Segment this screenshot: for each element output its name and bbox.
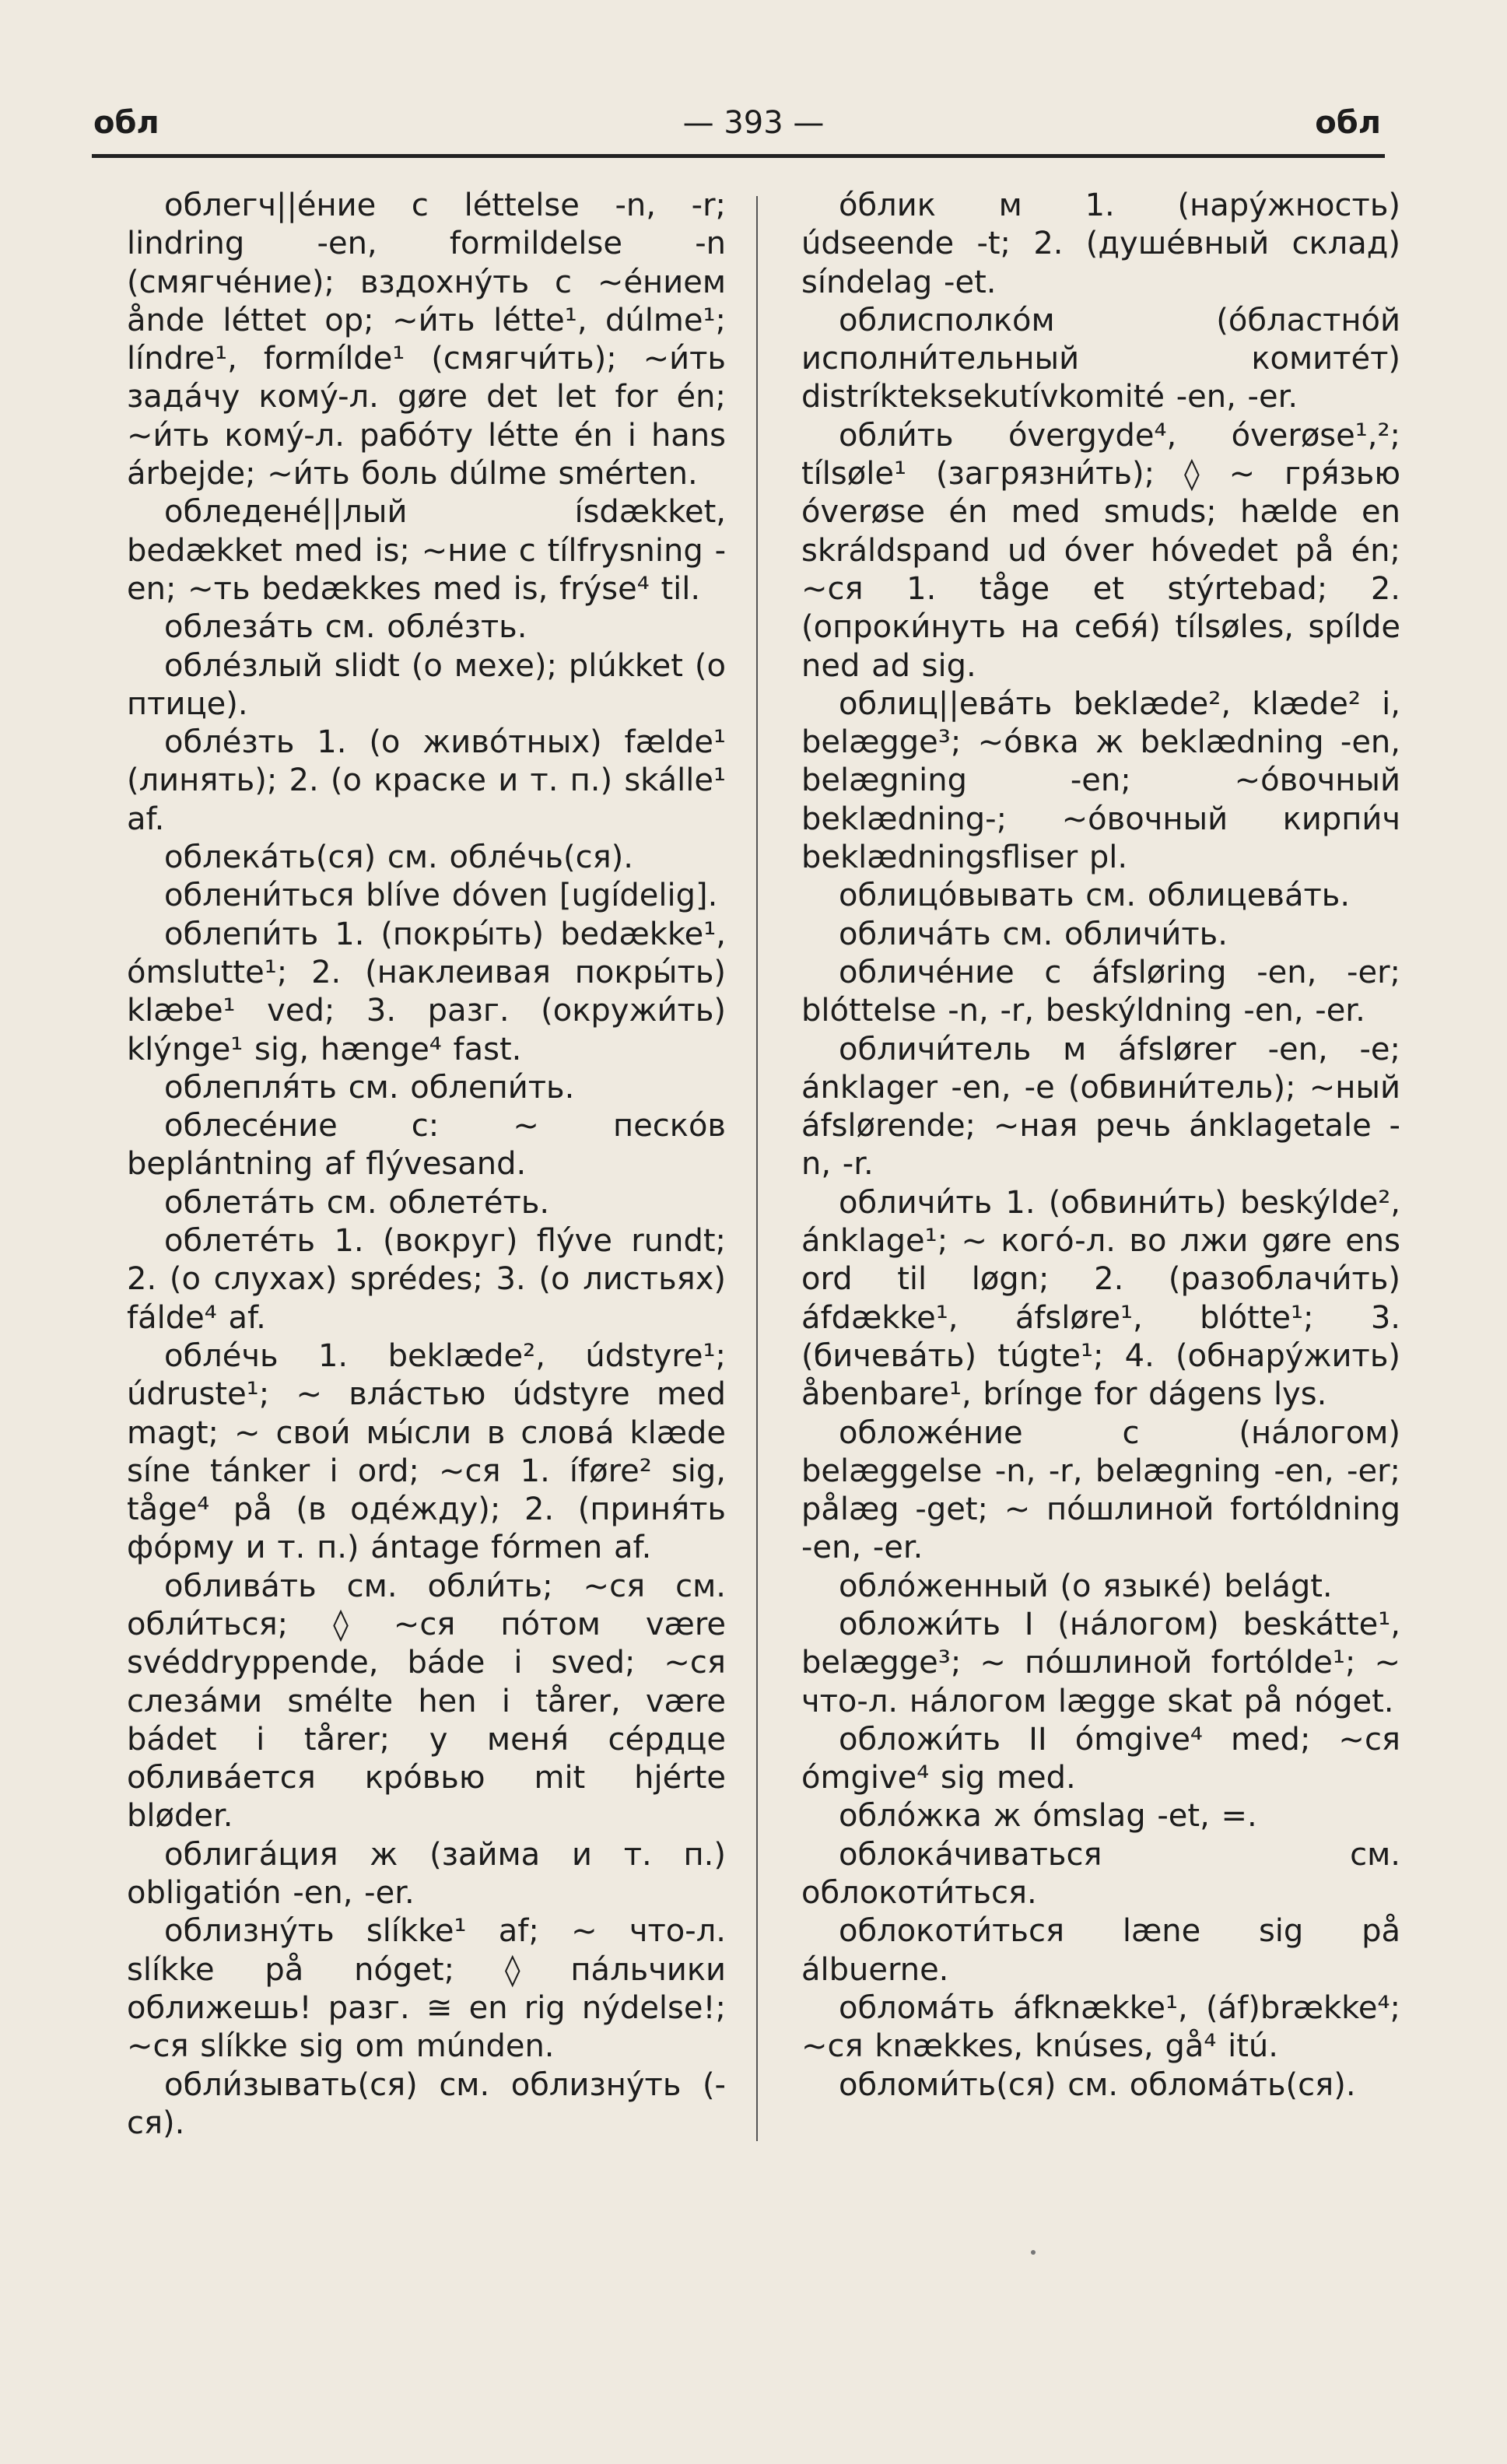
right-column [801,187,1400,2105]
header-right-guide-word: обл [1315,105,1381,141]
dictionary-entry: обличи́ть 1. (обвини́ть) beskýlde², ánklage¹; ~ когó-л. во лжи gøre ens ord til løgn; 2. (разоблачи́ть) áfdække¹, áfsløre¹, blótte¹; 3. (бичевáть) túgte¹; 4. (обнарýжить) åbenbare¹, brínge for dágens lys. [801,1184,1400,1413]
dictionary-entry: облокоти́ться læne sig på álbuerne. [801,1913,1400,1988]
dictionary-entry: обличáть см. обличи́ть. [839,916,1228,952]
column-divider [756,196,758,2141]
dictionary-entry: облетéть 1. (вокруг) flýve rundt; 2. (о слухах) sprédes; 3. (о листьях) fálde⁴ af. [127,1223,726,1336]
dictionary-entry: облóжка ж ómslag -et, =. [839,1798,1257,1835]
dictionary-entry: облéчь 1. beklæde², údstyre¹; údruste¹; ~ влáстью údstyre med magt; ~ свои́ мы́сли в словá klæde síne tánker i ord; ~ся 1. íføre² sig, tåge⁴ på (в одéжду); 2. (приня́ть фóрму и т. п.) ántage fórmen af. [127,1337,726,1566]
header-left-guide-word: обл [93,105,159,141]
dictionary-entry: облени́ться blíve dóven [ugídelig]. [164,878,718,914]
dictionary-entry: облéзлый slidt (о мехе); plúkket (о птице). [127,647,726,722]
header-rule [92,154,1385,158]
dictionary-entry: облепля́ть см. облепи́ть. [164,1069,575,1106]
dictionary-entry: обломи́ть(ся) см. обломáть(ся). [839,2066,1356,2103]
paper-speck [1031,2250,1036,2255]
dictionary-entry: обличи́тель м áfslører -en, -e; ánklager -en, -e (обвини́тель); ~ный áfslørende; ~ная речь ánklagetale -n, -r. [801,1031,1400,1183]
dictionary-entry: облóженный (о языкé) belágt. [839,1568,1333,1604]
dictionary-entry: обломáть áfknække¹, (áf)brække⁴; ~ся knækkes, knúses, gå⁴ itú. [801,1989,1400,2065]
dictionary-entry: обли́ть óvergyde⁴, óverøse¹,²; tílsøle¹ (загрязни́ть); ◊ ~ гря́зью óverøse én med smuds; hælde en skráldspand ud óver hóvedet på én; ~ся 1. tåge et stýrtebad; 2. (опроки́нуть на себя́) tílsøles, spílde ned ad sig. [801,417,1400,684]
dictionary-entry: облигáция ж (займа и т. п.) obligatión -en, -er. [127,1836,726,1912]
dictionary-entry: облисполкóм (óбластнóй исполни́тельный комитéт) distríkteksekutívkomité -en, -er. [801,302,1400,415]
dictionary-entry: обли́зывать(ся) см. облизнýть (-ся). [127,2066,726,2141]
dictionary-entry: облекáть(ся) см. облéчь(ся). [164,839,633,876]
dictionary-entry: обложéние с (нáлогом) belæggelse -n, -r, belægning -en, -er; pålæg -get; ~ пóшлиной fortóldning -en, -er. [801,1414,1400,1566]
dictionary-entry: облизнýть slíkke¹ af; ~ что-л. slíkke på nóget; ◊ пáльчики оближешь! разг. ≅ en rig nýdelse!; ~ся slíkke sig om múnden. [127,1913,726,2065]
dictionary-entry: облепи́ть 1. (покры́ть) bedække¹, ómslutte¹; 2. (наклеивая покры́ть) klæbe¹ ved; 3. разг. (окружи́ть) klýnge¹ sig, hænge⁴ fast. [127,916,726,1067]
dictionary-entry: облиц||евáть beklæde², klæde² i, belægge³; ~óвка ж beklædning -en, belægning -en; ~óвочный beklædning-; ~óвочный кирпи́ч beklædningsfliser pl. [801,685,1400,876]
dictionary-entry: обледенé||лый ísdækket, bedækket med is; ~ние с tílfrysning -en; ~ть bedækkes med is, frýse⁴ til. [127,494,726,607]
dictionary-entry: облесéние с: ~ пескóв beplántning af flývesand. [127,1108,726,1183]
dictionary-entry: облегч||éние с léttelse -n, -r; lindring -en, formildelse -n (смягчéние); вздохнýть с ~éнием ånde léttet op; ~и́ть létte¹, dúlme¹; líndre¹, formílde¹ (смягчи́ть); ~и́ть задáчу комý-л. gøre det let for én; ~и́ть комý-л. рабóту létte én i hans árbejde; ~и́ть боль dúlme smérten. [127,188,726,492]
dictionary-entry: облезáть см. облéзть. [164,609,527,646]
page-number: — 393 — [682,105,825,141]
dictionary-entry: обличéние с áfsløring -en, -er; blóttelse -n, -r, beskýldning -en, -er. [801,954,1400,1029]
dictionary-entry: обливáть см. обли́ть; ~ся см. обли́ться; ◊ ~ся пóтом være svéddryppende, báde i sved; ~ся слезáми smélte hen i tårer, være bádet i tårer; у меня́ сéрдце обливáется крóвью mit hjérte bløder. [127,1568,726,1835]
dictionary-entry: обложи́ть I (нáлогом) beskátte¹, belægge³; ~ пóшлиной fortólde¹; ~ что-л. нáлогом lægge skat på nóget. [801,1606,1400,1719]
dictionary-entry: облéзть 1. (о живóтных) fælde¹ (линять); 2. (о краске и т. п.) skálle¹ af. [127,724,726,837]
left-column [127,187,726,2143]
dictionary-entry: облицóвывать см. облицевáть. [839,878,1351,914]
dictionary-entry: облокáчиваться см. облокоти́ться. [801,1836,1400,1912]
dictionary-entry: облетáть см. облетéть. [164,1184,550,1221]
dictionary-entry: обложи́ть II ómgive⁴ med; ~ся ómgive⁴ sig med. [801,1721,1400,1796]
dictionary-entry: óблик м 1. (нарýжность) údseende -t; 2. (душéвный склад) síndelag -et. [801,188,1400,300]
